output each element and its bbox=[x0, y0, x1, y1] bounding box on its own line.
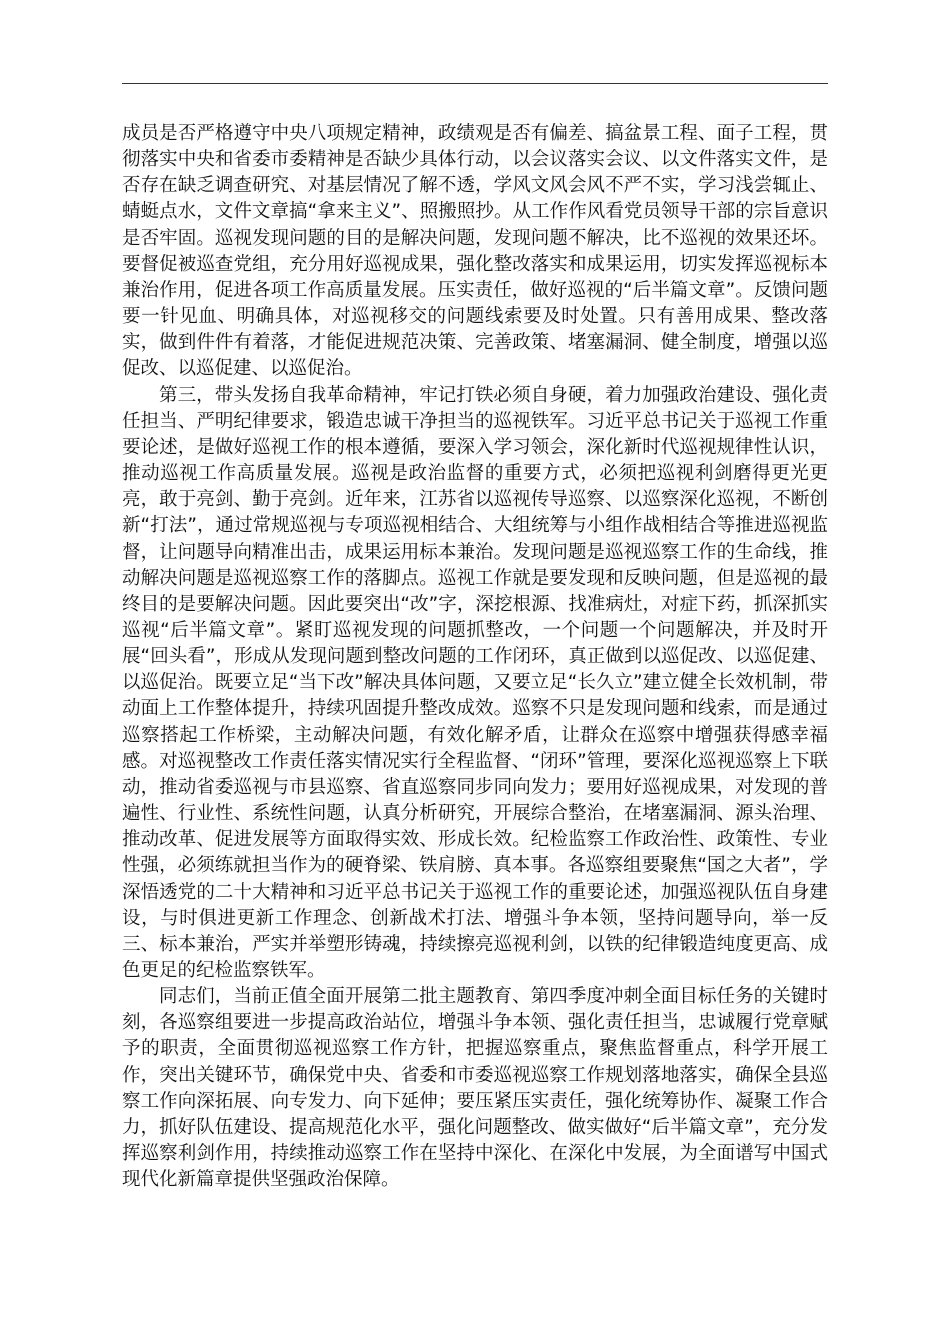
paragraph-3: 同志们，当前正值全面开展第二批主题教育、第四季度冲刺全面目标任务的关键时刻，各巡察组要进一步提高政治站位，增强斗争本领、强化责任担当，忠诚履行党章赋予的职责，全面贯彻巡视巡察工作方针，把握巡察重点，聚焦监督重点，科学开展工作，突出关键环节，确保党中央、省委和市委巡视巡察工作规划落地落实，确保全县巡察工作向深拓展、向专发力、向下延伸；要压紧压实责任，强化统筹协作、凝聚工作合力，抓好队伍建设、提高规范化水平，强化问题整改、做实做好“后半篇文章”，充分发挥巡察利剑作用，持续推动巡察工作在坚持中深化、在深化中发展，为全面谱写中国式现代化新篇章提供坚强政治保障。 bbox=[122, 986, 828, 1191]
header-rule bbox=[122, 83, 828, 84]
document-body bbox=[122, 121, 828, 1193]
paragraph-1: 成员是否严格遵守中央八项规定精神，政绩观是否有偏差、搞盆景工程、面子工程，贯彻落实中央和省委市委精神是否缺少具体行动，以会议落实会议、以文件落实文件，是否存在缺乏调查研究、对基层情况了解不透，学风文风会风不严不实，学习浅尝辄止、蜻蜓点水，文件文章搞“拿来主义”、照搬照抄。从工作作风看党员领导干部的宗旨意识是否牢固。巡视发现问题的目的是解决问题，发现问题不解决，比不巡视的效果还坏。要督促被巡查党组，充分用好巡视成果，强化整改落实和成果运用，切实发挥巡视标本兼治作用，促进各项工作高质量发展。压实责任，做好巡视的“后半篇文章”。反馈问题要一针见血、明确具体，对巡视移交的问题线索要及时处置。只有善用成果、整改落实，做到件件有着落，才能促进规范决策、完善政策、堵塞漏洞、健全制度，增强以巡促改、以巡促建、以巡促治。 bbox=[122, 123, 828, 380]
paragraph-2: 第三，带头发扬自我革命精神，牢记打铁必须自身硬，着力加强政治建设、强化责任担当、严明纪律要求，锻造忠诚干净担当的巡视铁军。习近平总书记关于巡视工作重要论述，是做好巡视工作的根本遵循，要深入学习领会，深化新时代巡视规律性认识，推动巡视工作高质量发展。巡视是政治监督的重要方式，必须把巡视利剑磨得更光更亮，敢于亮剑、勤于亮剑。近年来，江苏省以巡视传导巡察、以巡察深化巡视，不断创新“打法”，通过常规巡视与专项巡视相结合、大组统筹与小组作战相结合等推进巡视监督，让问题导向精准出击，成果运用标本兼治。发现问题是巡视巡察工作的生命线，推动解决问题是巡视巡察工作的落脚点。巡视工作就是要发现和反映问题，但是巡视的最终目的是要解决问题。因此要突出“改”字，深挖根源、找准病灶，对症下药，抓深抓实巡视“后半篇文章”。紧盯巡视发现的问题抓整改，一个问题一个问题解决，并及时开展“回头看”，形成从发现问题到整改问题的工作闭环，真正做到以巡促改、以巡促建、以巡促治。既要立足“当下改”解决具体问题，又要立足“长久立”建立健全长效机制，带动面上工作整体提升，持续巩固提升整改成效。巡察不只是发现问题和线索，而是通过巡察搭起工作桥梁，主动解决问题，有效化解矛盾，让群众在巡察中增强获得感幸福感。对巡视整改工作责任落实情况实行全程监督、“闭环”管理，要深化巡视巡察上下联动，推动省委巡视与市县巡察、省直巡察同步同向发力；要用好巡视成果，对发现的普遍性、行业性、系统性问题，认真分析研究，开展综合整治，在堵塞漏洞、源头治理、推动改革、促进发展等方面取得实效、形成长效。纪检监察工作政治性、政策性、专业性强，必须练就担当作为的硬脊梁、铁肩膀、真本事。各巡察组要聚焦“国之大者”，学深悟透党的二十大精神和习近平总书记关于巡视工作的重要论述，加强巡视队伍自身建设，与时俱进更新工作理念、创新战术打法、增强斗争本领，坚持问题导向，举一反三、标本兼治，严实并举塑形铸魂，持续擦亮巡视利剑，以铁的纪律锻造纯度更高、成色更足的纪检监察铁军。 bbox=[122, 384, 828, 981]
